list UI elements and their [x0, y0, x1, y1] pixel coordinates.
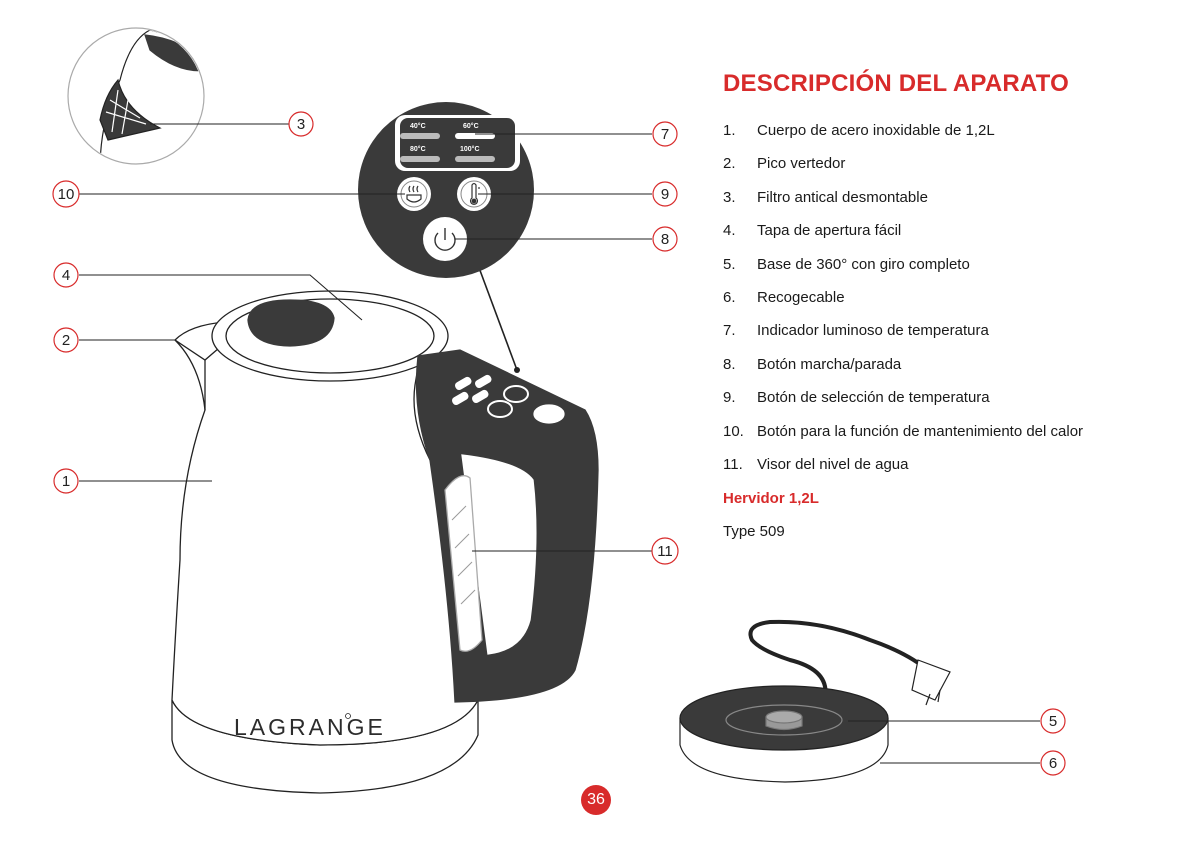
- svg-text:8: 8: [660, 231, 670, 248]
- label-80c: 80°C: [410, 146, 426, 153]
- part-item: [723, 389, 1083, 422]
- filter-zoom: [68, 28, 211, 170]
- product-name: Hervidor 1,2L: [723, 490, 819, 507]
- callout-1: [54, 469, 78, 493]
- section-title: DESCRIPCIÓN DEL APARATO: [723, 70, 1069, 97]
- part-number: 4.: [723, 222, 736, 240]
- plug: [912, 660, 950, 705]
- part-label: Recogecable: [757, 288, 845, 306]
- part-item: [723, 189, 1083, 222]
- part-number: 1.: [723, 122, 736, 139]
- part-label: Cuerpo de acero inoxidable de 1,2L: [757, 122, 995, 139]
- svg-text:7: 7: [660, 126, 670, 143]
- part-item: [723, 322, 1083, 355]
- part-number: 2.: [723, 155, 736, 173]
- part-label: Botón de selección de temperatura: [757, 389, 990, 407]
- label-100c: 100°C: [460, 146, 480, 153]
- callout-6: [1041, 751, 1065, 775]
- part-number: 5.: [723, 255, 736, 273]
- callout-3: [289, 112, 313, 136]
- kettle-lid: [212, 291, 448, 381]
- svg-text:3: 3: [296, 116, 306, 133]
- part-label: Base de 360° con giro completo: [757, 255, 970, 273]
- part-item: [723, 423, 1083, 456]
- callout-5: [1041, 709, 1065, 733]
- label-40c: 40°C: [410, 123, 426, 130]
- svg-text:10: 10: [57, 186, 75, 203]
- lid-button: [248, 300, 334, 346]
- callout-11: [652, 538, 678, 564]
- callout-9: [653, 182, 677, 206]
- callout-8: [653, 227, 677, 251]
- indicator-40c: [400, 133, 440, 139]
- indicator-100c: [455, 156, 495, 162]
- part-label: Visor del nivel de agua: [757, 455, 909, 473]
- parts-list: [723, 122, 1083, 489]
- part-item: [723, 122, 1083, 155]
- part-item: [723, 256, 1083, 289]
- part-number: 3.: [723, 188, 736, 206]
- part-number: 6.: [723, 288, 736, 306]
- product-type: Type 509: [723, 523, 785, 540]
- svg-text:4: 4: [61, 267, 71, 284]
- part-number: 9.: [723, 389, 736, 407]
- part-item: [723, 356, 1083, 389]
- svg-text:9: 9: [660, 186, 670, 203]
- part-number: 11.: [723, 455, 743, 473]
- part-item: [723, 222, 1083, 255]
- part-item: [723, 155, 1083, 188]
- indicator-80c: [400, 156, 440, 162]
- part-label: Filtro antical desmontable: [757, 188, 928, 206]
- kettle: [172, 291, 598, 793]
- svg-text:11: 11: [657, 543, 673, 560]
- svg-text:6: 6: [1048, 755, 1058, 772]
- brand-logo: LAGRANGE: [234, 714, 386, 740]
- label-60c: 60°C: [463, 123, 479, 130]
- part-label: Tapa de apertura fácil: [757, 222, 902, 240]
- callout-10: [53, 181, 79, 207]
- part-number: 7.: [723, 322, 736, 340]
- part-number: 8.: [723, 355, 736, 373]
- svg-text:2: 2: [61, 332, 71, 349]
- part-number: 10.: [723, 422, 744, 440]
- svg-text:1: 1: [61, 473, 71, 490]
- callout-7: [653, 122, 677, 146]
- page-number-badge: 36: [581, 785, 611, 815]
- svg-text:5: 5: [1048, 713, 1058, 730]
- callout-4: [54, 263, 78, 287]
- part-item: [723, 289, 1083, 322]
- part-label: Botón marcha/parada: [757, 355, 902, 373]
- part-label: Botón para la función de mantenimiento del calor: [757, 422, 1084, 440]
- part-label: Pico vertedor: [757, 155, 846, 173]
- part-label: Indicador luminoso de temperatura: [757, 322, 989, 340]
- kettle-base: [680, 622, 950, 782]
- callout-2: [54, 328, 78, 352]
- part-item: [723, 456, 1083, 489]
